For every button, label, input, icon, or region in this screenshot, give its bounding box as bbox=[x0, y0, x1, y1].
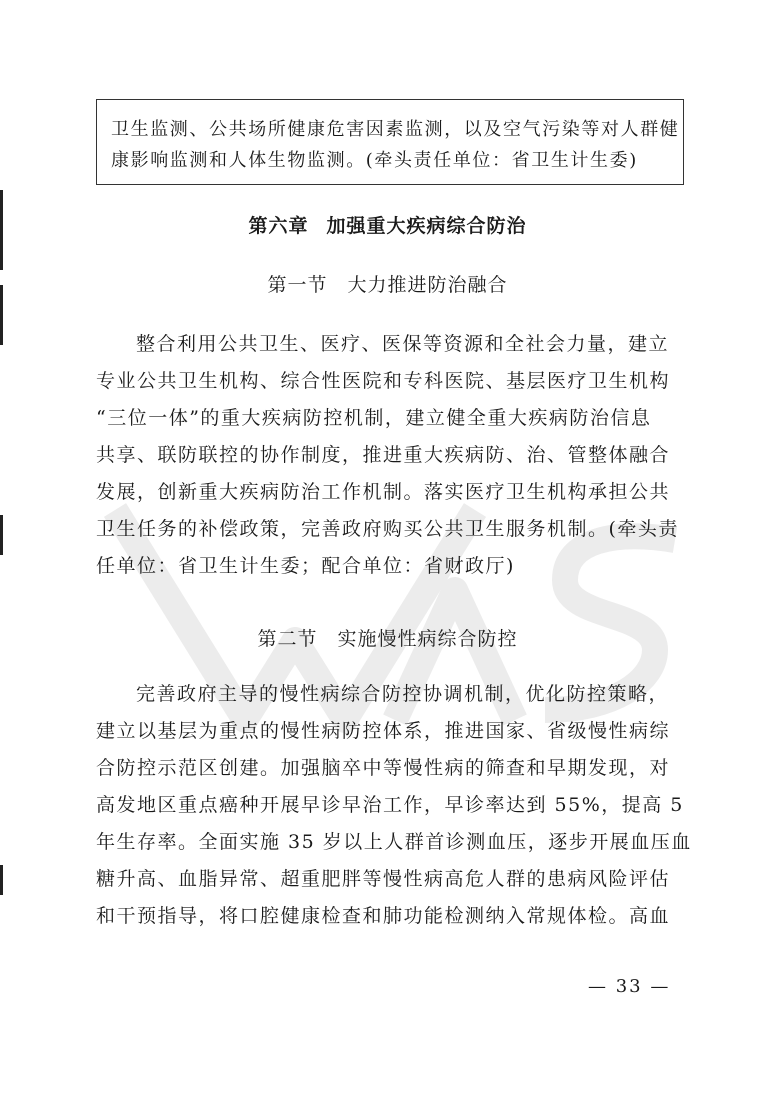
paragraph-line: 合防控示范区创建。加强脑卒中等慢性病的筛查和早期发现，对 bbox=[96, 757, 671, 779]
body-paragraph bbox=[96, 676, 692, 935]
boxed-text-line: 卫生监测、公共场所健康危害因素监测，以及空气污染等对人群健 bbox=[111, 119, 680, 140]
paragraph-line: 共享、联防联控的协作制度，推进重大疾病防、治、管整体融合 bbox=[96, 444, 671, 466]
chapter-heading bbox=[0, 211, 775, 238]
paragraph-line: 和干预指导，将口腔健康检查和肺功能检测纳入常规体检。高血 bbox=[96, 905, 671, 927]
paragraph-line: 建立以基层为重点的慢性病防控体系，推进国家、省级慢性病综 bbox=[96, 720, 671, 742]
section-number: 第二节 bbox=[257, 628, 318, 650]
section-number: 第一节 bbox=[267, 274, 328, 296]
section-heading bbox=[0, 270, 775, 297]
section-title: 实施慢性病综合防控 bbox=[337, 628, 518, 650]
section-title: 大力推进防治融合 bbox=[347, 274, 508, 296]
paragraph-line: 整合利用公共卫生、医疗、医保等资源和全社会力量，建立 bbox=[136, 333, 670, 355]
chapter-title: 加强重大疾病综合防治 bbox=[326, 215, 527, 237]
scan-edge-mark bbox=[0, 515, 3, 555]
page-number: — 33 — bbox=[588, 976, 671, 997]
paragraph-line: 专业公共卫生机构、综合性医院和专科医院、基层医疗卫生机构 bbox=[96, 370, 671, 392]
section-heading bbox=[0, 624, 775, 651]
paragraph-line: 年生存率。全面实施 35 岁以上人群首诊测血压，逐步开展血压血 bbox=[96, 831, 692, 853]
boxed-text-line: 康影响监测和人体生物监测。(牵头责任单位：省卫生计生委) bbox=[111, 150, 638, 171]
body-paragraph bbox=[96, 326, 686, 585]
paragraph-line: 卫生任务的补偿政策，完善政府购买公共卫生服务机制。(牵头责 bbox=[96, 518, 679, 540]
paragraph-line: 任单位：省卫生计生委；配合单位：省财政厅) bbox=[96, 555, 515, 577]
paragraph-line: 发展，创新重大疾病防治工作机制。落实医疗卫生机构承担公共 bbox=[96, 481, 671, 503]
boxed-text bbox=[96, 99, 684, 185]
paragraph-line: “三位一体”的重大疾病防控机制，建立健全重大疾病防治信息 bbox=[96, 407, 652, 429]
scan-edge-mark bbox=[0, 865, 3, 895]
paragraph-line: 高发地区重点癌种开展早诊早治工作，早诊率达到 55%，提高 5 bbox=[96, 794, 684, 816]
chapter-number: 第六章 bbox=[248, 215, 309, 237]
paragraph-line: 糖升高、血脂异常、超重肥胖等慢性病高危人群的患病风险评估 bbox=[96, 868, 671, 890]
paragraph-line: 完善政府主导的慢性病综合防控协调机制，优化防控策略， bbox=[136, 683, 670, 705]
